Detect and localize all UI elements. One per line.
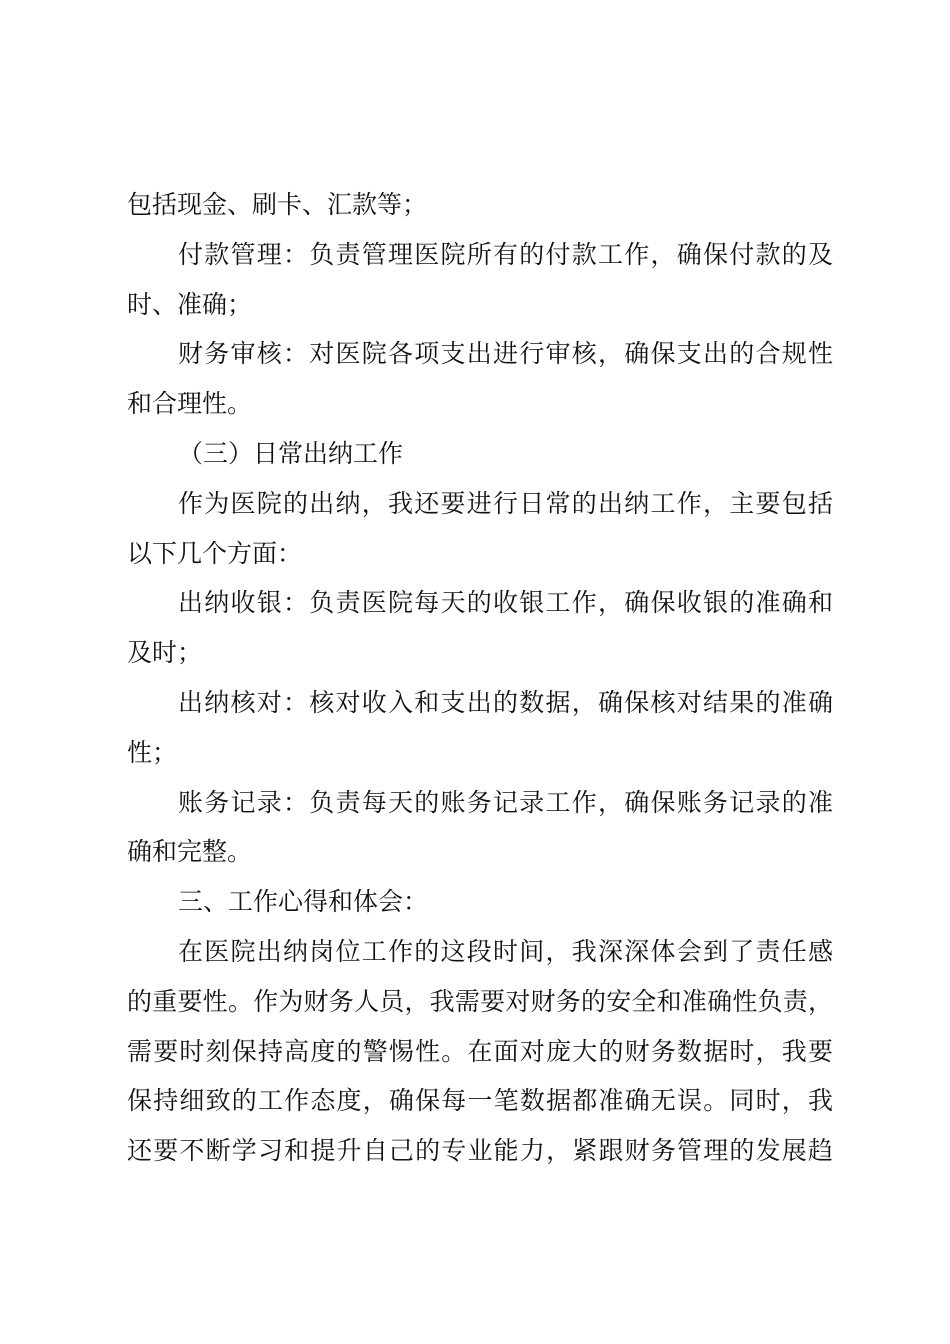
text-line: 性；: [127, 737, 178, 767]
text-line: 时、准确；: [127, 289, 253, 319]
text-line: 还要不断学习和提升自己的专业能力，紧跟财务管理的发展趋: [127, 1136, 833, 1166]
text-line: 作为医院的出纳，我还要进行日常的出纳工作，主要包括: [178, 488, 833, 518]
text-line: 账务记录：负责每天的账务记录工作，确保账务记录的准: [178, 787, 833, 817]
text-line: 在医院出纳岗位工作的这段时间，我深深体会到了责任感: [178, 936, 833, 966]
text-line: 财务审核：对医院各项支出进行审核，确保支出的合规性: [178, 339, 833, 369]
text-line: 包括现金、刷卡、汇款等；: [127, 190, 428, 219]
section-heading: （三）日常出纳工作: [178, 438, 404, 468]
text-line: 出纳核对：核对收入和支出的数据，确保核对结果的准确: [178, 687, 833, 717]
text-line: 保持细致的工作态度，确保每一笔数据都准确无误。同时，我: [127, 1086, 833, 1116]
text-line: 的重要性。作为财务人员，我需要对财务的安全和准确性负责，: [127, 986, 833, 1016]
document-body: [127, 180, 833, 1176]
text-line: 以下几个方面：: [127, 538, 303, 568]
text-line: 需要时刻保持高度的警惕性。在面对庞大的财务数据时，我要: [127, 1036, 833, 1066]
text-line: 确和完整。: [127, 837, 253, 867]
section-heading: 三、工作心得和体会：: [178, 887, 429, 917]
text-line: 付款管理：负责管理医院所有的付款工作，确保付款的及: [178, 239, 833, 269]
text-line: 及时；: [127, 638, 203, 668]
text-line: 和合理性。: [127, 389, 253, 419]
text-line: 出纳收银：负责医院每天的收银工作，确保收银的准确和: [178, 588, 833, 618]
